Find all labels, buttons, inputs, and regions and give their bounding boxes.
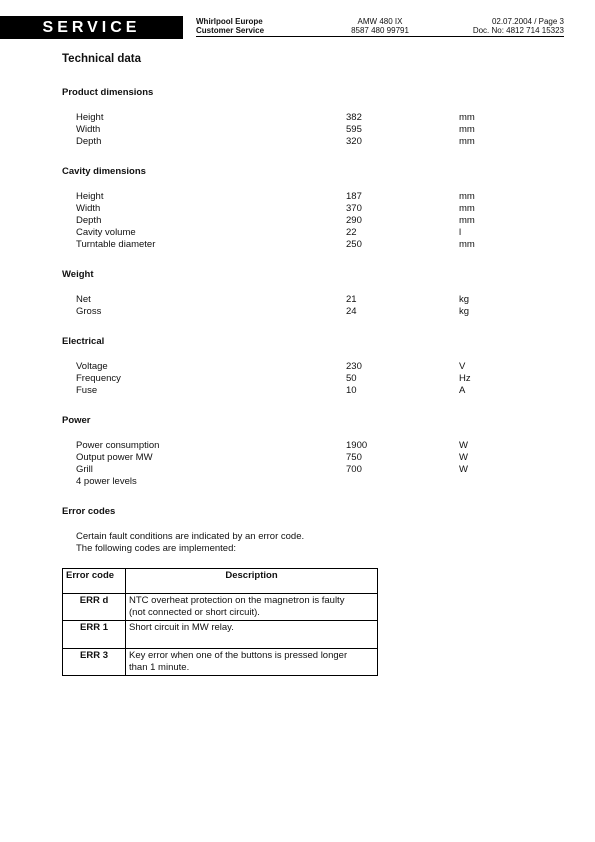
error-code-table xyxy=(62,568,378,676)
spec-label: Width xyxy=(76,124,101,135)
doc-number: Doc. No: 4812 714 15323 xyxy=(472,26,564,35)
spec-label: Turntable diameter xyxy=(76,239,156,250)
spec-value: 21 xyxy=(346,294,357,305)
table-row xyxy=(63,649,378,676)
spec-row xyxy=(76,464,496,476)
spec-label: Voltage xyxy=(76,361,108,372)
spec-unit: mm xyxy=(459,191,475,202)
spec-unit: Hz xyxy=(459,373,471,384)
spec-value: 320 xyxy=(346,136,362,147)
spec-value: 1900 xyxy=(346,440,368,451)
spec-row xyxy=(76,294,496,306)
spec-row xyxy=(76,227,496,239)
section-title-weight: Weight xyxy=(62,269,94,280)
spec-unit: kg xyxy=(459,294,470,305)
spec-label: Depth xyxy=(76,215,102,226)
spec-label: Depth xyxy=(76,136,102,147)
header-divider xyxy=(196,36,564,37)
spec-value: 250 xyxy=(346,239,362,250)
description-line: Short circuit in MW relay. xyxy=(129,622,234,633)
error-code: ERR 1 xyxy=(63,621,126,649)
section-title-power: Power xyxy=(62,415,91,426)
spec-unit: W xyxy=(459,464,468,475)
spec-row xyxy=(76,385,496,397)
spec-unit: W xyxy=(459,452,468,463)
spec-value: 187 xyxy=(346,191,362,202)
table-row xyxy=(63,621,378,649)
error-code: ERR 3 xyxy=(63,649,126,676)
spec-label: Net xyxy=(76,294,91,305)
table-row xyxy=(63,594,378,621)
spec-label: 4 power levels xyxy=(76,476,137,487)
section-title-errors: Error codes xyxy=(62,506,116,517)
spec-value: 750 xyxy=(346,452,362,463)
spec-value: 595 xyxy=(346,124,362,135)
spec-row xyxy=(76,112,496,124)
spec-row xyxy=(76,203,496,215)
error-description xyxy=(126,594,378,621)
spec-unit: V xyxy=(459,361,466,372)
spec-value: 50 xyxy=(346,373,357,384)
spec-label: Gross xyxy=(76,306,102,317)
error-code: ERR d xyxy=(63,594,126,621)
section-title-cavity: Cavity dimensions xyxy=(62,166,146,177)
spec-label: Fuse xyxy=(76,385,98,396)
spec-value: 10 xyxy=(346,385,357,396)
error-intro-line-1: Certain fault conditions are indicated by an error code. xyxy=(76,531,305,542)
column-header-code: Error code xyxy=(63,569,126,594)
spec-row xyxy=(76,239,496,251)
spec-value: 290 xyxy=(346,215,362,226)
spec-row xyxy=(76,373,496,385)
description-line: than 1 minute. xyxy=(129,662,190,673)
description-line: Key error when one of the buttons is pressed longer xyxy=(129,650,348,661)
spec-label: Height xyxy=(76,191,104,202)
spec-label: Frequency xyxy=(76,373,121,384)
company-name: Whirlpool Europe xyxy=(196,17,263,26)
spec-unit: mm xyxy=(459,124,475,135)
column-header-description: Description xyxy=(126,569,378,594)
spec-unit: A xyxy=(459,385,466,396)
spec-row xyxy=(76,191,496,203)
spec-label: Cavity volume xyxy=(76,227,136,238)
spec-value: 382 xyxy=(346,112,362,123)
error-description xyxy=(126,621,378,649)
spec-unit: mm xyxy=(459,136,475,147)
spec-value: 24 xyxy=(346,306,357,317)
section-title-product: Product dimensions xyxy=(62,87,154,98)
spec-value: 700 xyxy=(346,464,362,475)
spec-row xyxy=(76,452,496,464)
spec-label: Output power MW xyxy=(76,452,153,463)
spec-value: 230 xyxy=(346,361,362,372)
spec-unit: mm xyxy=(459,112,475,123)
spec-row xyxy=(76,136,496,148)
part-number: 8587 480 99791 xyxy=(351,26,409,35)
header-company-block xyxy=(196,17,264,35)
spec-unit: W xyxy=(459,440,468,451)
description-line: NTC overheat protection on the magnetron is faulty xyxy=(129,595,345,606)
spec-unit: kg xyxy=(459,306,470,317)
spec-label: Width xyxy=(76,203,101,214)
model-name: AMW 480 IX xyxy=(357,17,403,26)
spec-row xyxy=(76,361,496,373)
spec-value: 370 xyxy=(346,203,362,214)
spec-label: Height xyxy=(76,112,104,123)
service-badge: SERVICE xyxy=(0,16,183,39)
error-description xyxy=(126,649,378,676)
spec-unit: l xyxy=(459,227,462,238)
spec-value: 22 xyxy=(346,227,357,238)
spec-unit: mm xyxy=(459,239,475,250)
spec-label: Power consumption xyxy=(76,440,160,451)
description-line: (not connected or short circuit). xyxy=(129,607,260,618)
table-header-row xyxy=(63,569,378,594)
error-intro-line-2: The following codes are implemented: xyxy=(76,543,237,554)
spec-row xyxy=(76,124,496,136)
header-model-block xyxy=(330,17,430,35)
page-title: Technical data xyxy=(62,53,142,65)
spec-row xyxy=(76,215,496,227)
spec-row xyxy=(76,306,496,318)
section-title-electrical: Electrical xyxy=(62,336,105,347)
spec-label: Grill xyxy=(76,464,93,475)
spec-row xyxy=(76,476,496,488)
header-doc-block xyxy=(473,17,564,35)
department-name: Customer Service xyxy=(196,26,265,35)
spec-unit: mm xyxy=(459,203,475,214)
spec-row xyxy=(76,440,496,452)
date-page: 02.07.2004 / Page 3 xyxy=(491,17,564,26)
spec-unit: mm xyxy=(459,215,475,226)
